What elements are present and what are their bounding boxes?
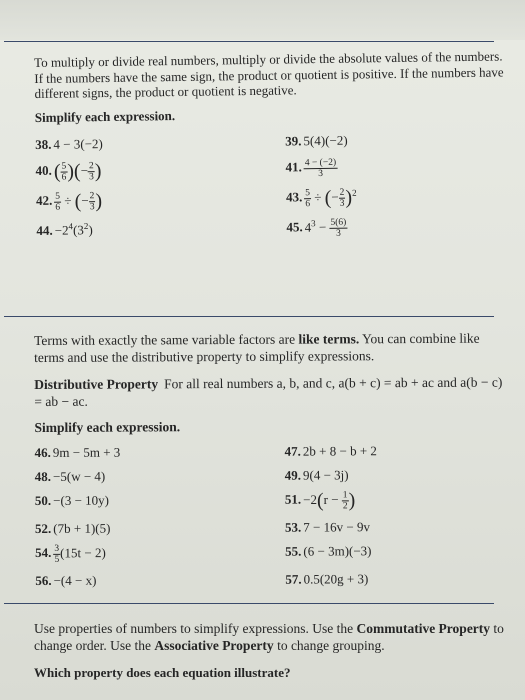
problem-47: 47. 2b + 8 − b + 2	[284, 443, 377, 459]
problem-39: 39. 5(4)(−2)	[285, 132, 348, 149]
divider-bottom	[4, 603, 494, 604]
problem-48: 48. −5(w − 4)	[34, 468, 106, 484]
problem-38: 38. 4 − 3(−2)	[35, 135, 103, 152]
problem-49: 49. 9(4 − 3j)	[284, 467, 349, 483]
question-heading: Which property does each equation illustrate?	[34, 665, 291, 680]
section-multiply-divide	[34, 48, 507, 242]
section-properties	[34, 620, 504, 681]
section-like-terms	[34, 330, 505, 589]
problem-53: 53. 7 − 16v − 9v	[284, 519, 370, 535]
problem-52: 52. (7b + 1)(5)	[34, 520, 111, 536]
problem-45: 45. $4^3$ − $\frac{5(6)}{3}$	[286, 217, 347, 239]
distributive-property-box	[34, 374, 504, 410]
problem-56: 56. −(4 − x)	[35, 572, 97, 588]
problem-44: 44. $-2^4(3^2)$	[36, 220, 93, 238]
problem-41: 41. $\frac{4 - (-2)}{3}$	[285, 157, 337, 179]
like-terms-paragraph: Terms with exactly the same variable factors are like terms. You can combine like terms and use the distributive property to simplify expressions.	[34, 330, 480, 365]
problem-43: 43. $\frac{5}{6}$ ÷ (− $\frac{2}{3}$ )$^2$	[285, 186, 357, 209]
property-text: For all real numbers a, b, and c, a(b + c) = ab + ac and a(b − c) = ab − ac.	[34, 374, 503, 409]
page-top-shadow	[0, 0, 525, 40]
problem-grid	[35, 442, 506, 589]
property-title: Distributive Property	[34, 376, 159, 392]
properties-paragraph: Use properties of numbers to simplify expressions. Use the Commutative Property to change order. Use the Associative Property to change grouping.	[34, 621, 504, 653]
divider-top	[4, 41, 494, 42]
section-heading: Simplify each expression.	[34, 107, 176, 125]
intro-paragraph: To multiply or divide real numbers, multiply or divide the absolute values of the numbers. If the numbers have the same sign, the product or quotient is positive. If the numbers have different signs, the product or quotient is negative.	[34, 48, 504, 101]
divider-middle	[4, 316, 494, 317]
problem-50: 50. −(3 − 10y)	[34, 492, 109, 508]
problem-57: 57. 0.5(20g + 3)	[285, 571, 369, 587]
problem-42: 42. $\frac{5}{6}$ ÷ (− $\frac{2}{3}$ )	[35, 189, 103, 213]
section-heading: Simplify each expression.	[34, 419, 181, 435]
problem-46: 46. 9m − 5m + 3	[34, 444, 121, 460]
problem-40: 40.( $\frac{5}{6}$ )(− $\frac{2}{3}$ )	[35, 159, 102, 183]
problem-51: 51. −2(r − $\frac{1}{2}$ )	[284, 489, 356, 512]
problem-55: 55. (6 − 3m)(−3)	[285, 543, 372, 559]
problem-grid	[35, 129, 506, 243]
problem-54: 54. $\frac{3}{5}$ (15t − 2)	[35, 543, 106, 565]
